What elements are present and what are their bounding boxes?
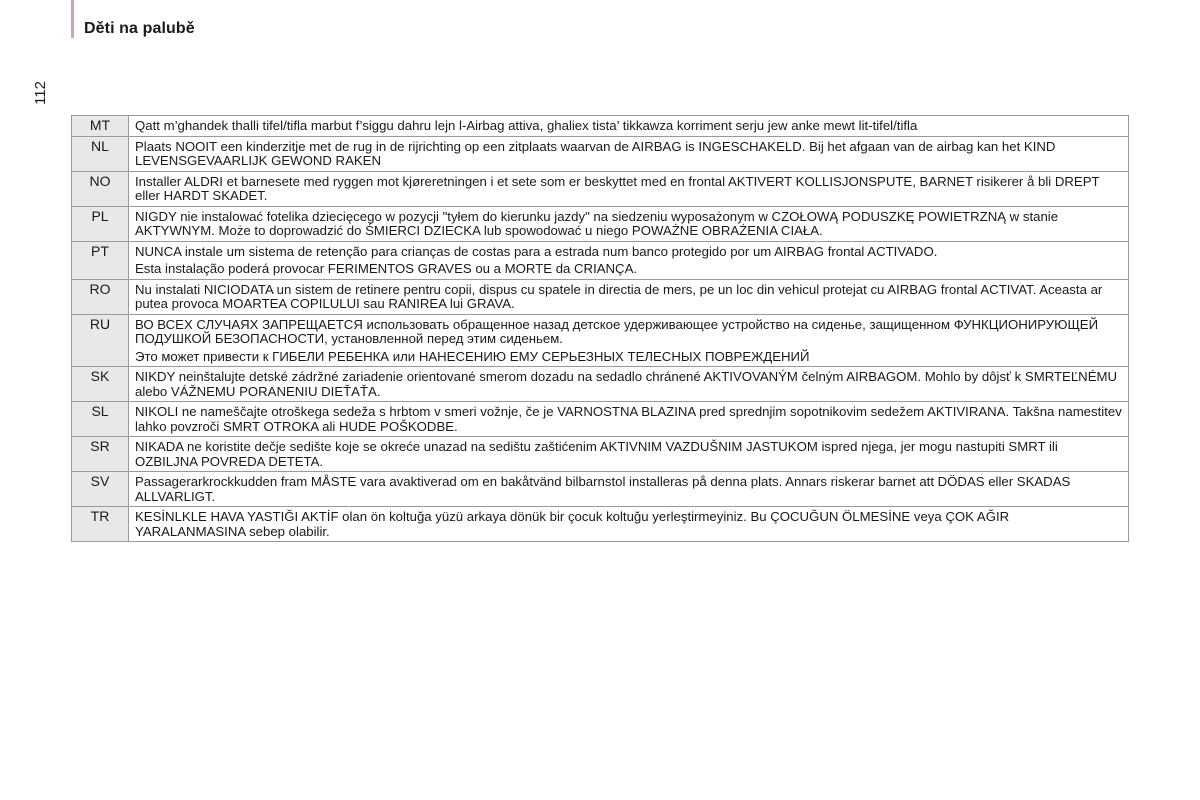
section-title: Děti na palubě	[84, 20, 195, 37]
language-code-cell: SK	[72, 367, 129, 402]
language-code-cell: RU	[72, 314, 129, 367]
table-row	[72, 472, 1129, 507]
language-code-cell: PT	[72, 241, 129, 279]
warning-text-cell	[129, 314, 1129, 367]
table-row	[72, 507, 1129, 542]
language-code-cell: RO	[72, 279, 129, 314]
table-row	[72, 314, 1129, 367]
page-number: 112	[32, 81, 49, 105]
warning-paragraph: Plaats NOOIT een kinderzitje met de rug in de rijrichting op een zitplaats waarvan de AIRBAG is INGESCHAKELD. Bij het afgaan van de airbag kan het KIND LEVENSGEVAARLIJK GEWOND RAKEN	[135, 138, 1056, 168]
language-code-cell: SL	[72, 402, 129, 437]
warning-text-cell	[129, 437, 1129, 472]
language-code-cell: NO	[72, 171, 129, 206]
warning-rows	[72, 116, 1129, 542]
warning-paragraph: NUNCA instale um sistema de retenção para crianças de costas para a estrada num banco protegido por um AIRBAG frontal ACTIVADO.	[135, 243, 938, 259]
table-row	[72, 437, 1129, 472]
table-row	[72, 116, 1129, 137]
table-row	[72, 367, 1129, 402]
warning-paragraph: Nu instalati NICIODATA un sistem de retinere pentru copii, dispus cu spatele in directia de mers, pe un loc din vehicul protejat cu AIRBAG frontal ACTIVAT. Aceasta ar putea provoca MOARTEA COPILULUI sau RANIREA lui GRAVA.	[135, 281, 1103, 311]
warning-text-cell	[129, 116, 1129, 137]
warning-paragraph: Installer ALDRI et barnesete med ryggen mot kjøreretningen i et sete som er beskyttet med en frontal AKTIVERT KOLLISJONSPUTE, BARNET risikerer å bli DREPT eller HARDT SKADET.	[135, 173, 1100, 203]
language-code-cell: SR	[72, 437, 129, 472]
warning-paragraph: NIKDY neinštalujte detské zádržné zariadenie orientované smerom dozadu na sedadlo chránené AKTIVOVANÝM čelným AIRBAGOM. Mohlo by dôjsť k SMRTEĽNÉMU alebo VÁŽNEMU PORANENIU DIEŤAŤA.	[135, 369, 1118, 399]
warning-text-cell	[129, 279, 1129, 314]
warning-text-cell	[129, 402, 1129, 437]
airbag-warning-table	[71, 115, 1129, 542]
warning-paragraph: Passagerarkrockkudden fram MÅSTE vara avaktiverad om en bakåtvänd bilbarnstol installeras på denna plats. Annars riskerar barnet att DÖDAS eller SKADAS ALLVARLIGT.	[135, 474, 1071, 504]
warning-text-cell	[129, 472, 1129, 507]
warning-text-cell	[129, 507, 1129, 542]
language-code-cell: NL	[72, 136, 129, 171]
table-row	[72, 206, 1129, 241]
warning-paragraph: Qatt m’ghandek thalli tifel/tifla marbut f’siggu dahru lejn l-Airbag attiva, ghaliex tista’ tikkawza korriment serju jew anke mewt lit-tifel/tifla	[135, 118, 918, 133]
section-accent-bar	[71, 0, 74, 38]
warning-paragraph: NIGDY nie instalować fotelika dziecięcego w pozycji "tyłem do kierunku jazdy" na siedzeniu wyposażonym w CZOŁOWĄ PODUSZKĘ POWIETRZNĄ w stanie AKTYWNYM. Może to doprowadzić do ŚMIERCI DZIECKA lub spowodować u niego POWAŻNE OBRAŻENIA CIAŁA.	[135, 208, 1059, 238]
warning-paragraph: NIKADA ne koristite dečje sedište koje se okreće unazad na sedištu zaštićenim AKTIVNIM VAZDUŠNIM JASTUKOM ispred njega, jer mogu nastupiti SMRT ili OZBILJNA POVREDA DETETA.	[135, 439, 1058, 469]
language-code-cell: PL	[72, 206, 129, 241]
language-code-cell: SV	[72, 472, 129, 507]
table-row	[72, 136, 1129, 171]
warning-paragraph: Esta instalação poderá provocar FERIMENTOS GRAVES ou a MORTE da CRIANÇA.	[135, 261, 638, 276]
language-code-cell: TR	[72, 507, 129, 542]
table-row	[72, 279, 1129, 314]
warning-paragraph: NIKOLI ne nameščajte otroškega sedeža s hrbtom v smeri vožnje, če je VARNOSTNA BLAZINA pred sprednjim sopotnikovim sedežem AKTIVIRANA. Takšna namestitev lahko povzroči SMRT OTROKA ali HUDE POŠKODBE.	[135, 404, 1122, 434]
warning-text-cell	[129, 367, 1129, 402]
warning-text-cell	[129, 241, 1129, 279]
warning-paragraph: Это может привести к ГИБЕЛИ РЕБЕНКА или НАНЕСЕНИЮ ЕМУ СЕРЬЕЗНЫХ ТЕЛЕСНЫХ ПОВРЕЖДЕНИЙ	[135, 348, 810, 364]
table-row	[72, 241, 1129, 279]
warning-paragraph: KESİNLKLE HAVA YASTIĞI AKTİF olan ön koltuğa yüzü arkaya dönük bir çocuk koltuğu yerleştirmeyiniz. Bu ÇOCUĞUN ÖLMESİNE veya ÇOK AĞIR YARALANMASINA sebep olabilir.	[135, 509, 1010, 539]
warning-text-cell	[129, 171, 1129, 206]
table-row	[72, 171, 1129, 206]
warning-text-cell	[129, 136, 1129, 171]
warning-paragraph: ВО ВСЕХ СЛУЧАЯХ ЗАПРЕЩАЕТСЯ использовать обращенное назад детское удерживающее устройство на сиденье, защищенном ФУНКЦИОНИРУЮЩЕЙ ПОДУШКОЙ БЕЗОПАСНОСТИ, установленной перед этим сиденьем.	[135, 316, 1099, 346]
table-row	[72, 402, 1129, 437]
warning-text-cell	[129, 206, 1129, 241]
language-code-cell: MT	[72, 116, 129, 137]
